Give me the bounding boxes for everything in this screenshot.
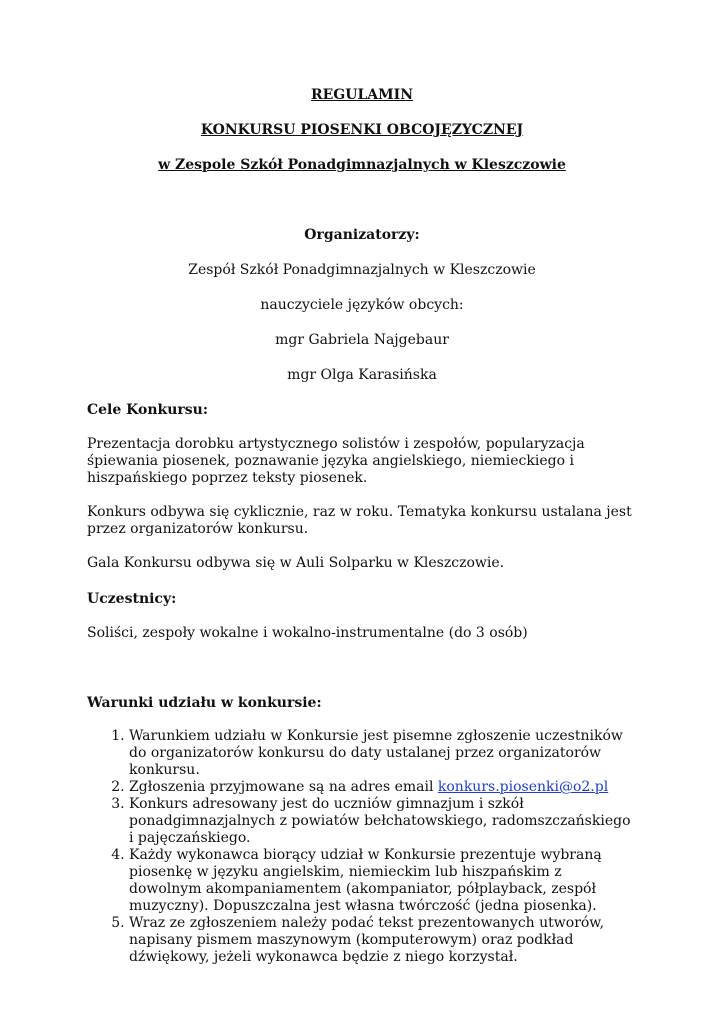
list-item	[129, 779, 637, 796]
organizer-teachers-label: nauczyciele języków obcych:	[260, 297, 464, 313]
list-item: 5. Wraz ze zgłoszeniem należy podać tekst prezentowanych utworów, napisany pismem maszynowym (komputerowym) oraz podkład dźwiękowy, jeżeli wykonawca będzie z niego korzystał.	[129, 915, 637, 966]
organizer-school: Zespół Szkół Ponadgimnazjalnych w Kleszczowie	[188, 262, 536, 278]
goals-paragraph-1: Prezentacja dorobku artystycznego solistów i zespołów, popularyzacja śpiewania piosenek, poznawanie języka angielskiego, niemieckiego i hiszpańskiego poprzez teksty piosenek.	[87, 436, 585, 486]
list-item: 3. Konkurs adresowany jest do uczniów gimnazjum i szkół ponadgimnazjalnych z powiatów bełchatowskiego, radomszczańskiego i pajęczańskiego.	[129, 796, 637, 847]
organizer-teacher-2: mgr Olga Karasińska	[287, 367, 437, 383]
conditions-heading: Warunki udziału w konkursie:	[87, 695, 322, 711]
doc-subtitle-school: w Zespole Szkół Ponadgimnazjalnych w Kleszczowie	[158, 157, 566, 173]
participants-text: Soliści, zespoły wokalne i wokalno-instrumentalne (do 3 osób)	[87, 625, 528, 641]
goals-heading: Cele Konkursu:	[87, 402, 209, 418]
goals-paragraph-2: Konkurs odbywa się cyklicznie, raz w roku. Tematyka konkursu ustalana jest przez organizatorów konkursu.	[87, 504, 632, 537]
email-prefix: Zgłoszenia przyjmowane są na adres email	[129, 779, 438, 795]
list-item: 1. Warunkiem udziału w Konkursie jest pisemne zgłoszenie uczestników do organizatorów konkursu do daty ustalanej przez organizatorów konkursu.	[129, 728, 637, 779]
document-page	[87, 87, 637, 966]
email-link[interactable]: konkurs.piosenki@o2.pl	[437, 779, 609, 795]
goals-paragraph-3: Gala Konkursu odbywa się w Auli Solparku w Kleszczowie.	[87, 555, 505, 571]
participants-heading: Uczestnicy:	[87, 591, 177, 607]
doc-subtitle: KONKURSU PIOSENKI OBCOJĘZYCZNEJ	[200, 122, 524, 138]
conditions-list	[87, 728, 637, 966]
organizers-heading: Organizatorzy:	[304, 227, 420, 243]
doc-title: REGULAMIN	[310, 87, 414, 103]
list-item: 4. Każdy wykonawca biorący udział w Konkursie prezentuje wybraną piosenkę w języku angielskim, niemieckim lub hiszpańskim z dowolnym akompaniamentem (akompaniator, półplayback, zespół muzyczny). Dopuszczalna jest własna twórczość (jedna piosenka).	[129, 847, 637, 915]
organizer-teacher-1: mgr Gabriela Najgebaur	[275, 332, 449, 348]
